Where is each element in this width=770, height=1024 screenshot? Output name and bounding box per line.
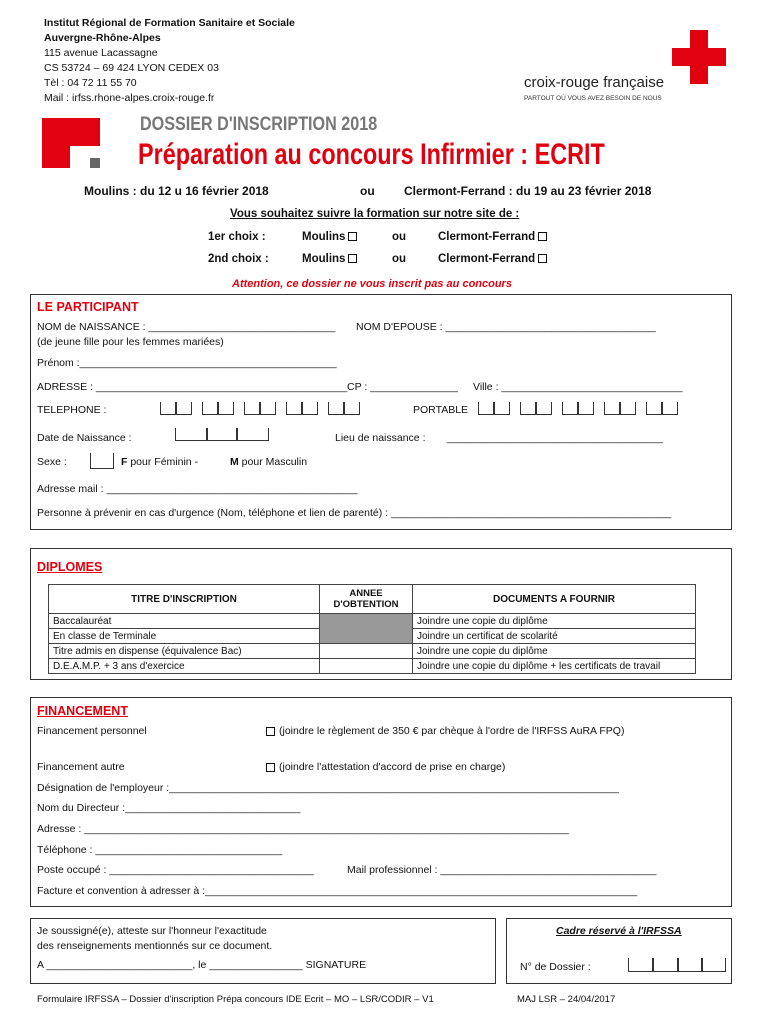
red-square-logo-icon <box>42 118 104 170</box>
facture-field[interactable]: Facture et convention à adresser à :__________________________________________________________________________ <box>37 885 638 897</box>
session-ou: ou <box>360 184 375 198</box>
directeur-field[interactable]: Nom du Directeur :______________________________ <box>37 802 301 814</box>
diplomes-table <box>48 584 696 674</box>
portable-label: PORTABLE <box>413 404 469 416</box>
choice1-moulins <box>302 231 357 243</box>
lieu-naissance-field[interactable]: _____________________________________ <box>447 432 664 444</box>
sexe-box[interactable] <box>90 453 114 474</box>
choice2-moulins-checkbox[interactable] <box>348 254 357 263</box>
dossier-number-boxes[interactable] <box>628 958 726 972</box>
nom-epouse-field[interactable]: NOM D'EPOUSE : ____________________________________ <box>356 321 656 333</box>
org-region: Auvergne-Rhône-Alpes <box>44 32 161 44</box>
year-cell[interactable] <box>320 644 413 659</box>
lieu-naissance-label: Lieu de naissance : <box>335 432 426 444</box>
table-cell: Joindre un certificat de scolarité <box>413 629 696 644</box>
nom-note: (de jeune fille pour les femmes mariées) <box>37 336 224 348</box>
brand-tagline: PARTOUT OÙ VOUS AVEZ BESOIN DE NOUS <box>524 95 662 102</box>
session-moulins: Moulins : du 12 u 16 février 2018 <box>84 184 269 198</box>
ville-field[interactable]: Ville : _______________________________ <box>473 381 683 393</box>
table-row <box>49 614 696 629</box>
signature-field[interactable]: A _________________________, le ________________ SIGNATURE <box>37 959 367 971</box>
org-block <box>44 16 295 106</box>
table-cell: Joindre une copie du diplôme <box>413 614 696 629</box>
brand-name: croix-rouge française <box>524 74 665 91</box>
date-naissance-boxes[interactable] <box>175 428 269 441</box>
sexe-label: Sexe : <box>37 456 67 468</box>
financement-perso-option[interactable]: (joindre le règlement de 350 € par chèque à l'ordre de l'IRFSS AuRA FPQ) <box>266 724 624 739</box>
mail-pro-field[interactable]: Mail professionnel : _____________________________________ <box>347 864 657 876</box>
choice2-moulins <box>302 253 357 265</box>
telephone-digits[interactable] <box>160 402 360 415</box>
table-cell: Joindre une copie du diplôme <box>413 644 696 659</box>
table-cell: D.E.A.M.P. + 3 ans d'exercice <box>49 659 320 674</box>
financement-title: FINANCEMENT <box>37 704 128 718</box>
table-cell: Titre admis en dispense (équivalence Bac) <box>49 644 320 659</box>
sexe-m: M pour Masculin <box>230 456 308 468</box>
checkbox[interactable] <box>266 763 275 772</box>
signature-line2: des renseignements mentionnés sur ce document. <box>37 940 273 952</box>
table-cell: En classe de Terminale <box>49 629 320 644</box>
table-cell: Joindre une copie du diplôme + les certificats de travail <box>413 659 696 674</box>
table-row <box>49 659 696 674</box>
shaded-cell <box>320 614 413 644</box>
nom-field[interactable]: NOM de NAISSANCE : ________________________________ <box>37 321 336 333</box>
footer-right: MAJ LSR – 24/04/2017 <box>517 994 616 1005</box>
choice1-clermont-label: Clermont-Ferrand <box>438 231 536 243</box>
org-name: Institut Régional de Formation Sanitaire et Sociale <box>44 17 295 29</box>
org-phone: Tèl : 04 72 11 55 70 <box>44 77 137 89</box>
financement-perso-label: Financement personnel <box>37 725 147 737</box>
email-field[interactable]: Adresse mail : ___________________________________________ <box>37 483 358 495</box>
cadre-title: Cadre réservé à l'IRFSSA <box>556 925 682 937</box>
org-street: 115 avenue Lacassagne <box>44 47 158 59</box>
urgence-field[interactable]: Personne à prévenir en cas d'urgence (Nom, téléphone et lien de parenté) : ________________________________________________ <box>37 507 672 519</box>
poste-field[interactable]: Poste occupé : ___________________________________ <box>37 864 314 876</box>
footer-left: Formulaire IRFSSA – Dossier d'inscription Prépa concours IDE Ecrit – MO – LSR/CODIR – V1 <box>37 994 434 1005</box>
dossier-label: N° de Dossier : <box>520 961 591 973</box>
session-clermont: Clermont-Ferrand : du 19 au 23 février 2018 <box>404 184 652 198</box>
financement-autre-label: Financement autre <box>37 761 125 773</box>
choice2-ou: ou <box>392 253 407 265</box>
table-header: ANNEE D'OBTENTION <box>320 585 413 614</box>
portable-digits[interactable] <box>478 402 678 415</box>
choice2-clermont <box>438 253 547 265</box>
financement-autre-option[interactable]: (joindre l'attestation d'accord de prise en charge) <box>266 760 505 775</box>
choice1-clermont-checkbox[interactable] <box>538 232 547 241</box>
participant-title: LE PARTICIPANT <box>37 300 139 314</box>
dossier-title: DOSSIER D'INSCRIPTION 2018 <box>140 114 378 135</box>
prenom-field[interactable]: Prénom :____________________________________________ <box>37 357 337 369</box>
choice2-clermont-label: Clermont-Ferrand <box>438 253 536 265</box>
table-row <box>49 644 696 659</box>
date-naissance-label: Date de Naissance : <box>37 432 132 444</box>
employeur-field[interactable]: Désignation de l'employeur :_____________________________________________________________________________ <box>37 782 619 794</box>
table-header: DOCUMENTS A FOURNIR <box>413 585 696 614</box>
signature-line1: Je soussigné(e), atteste sur l'honneur l'exactitude <box>37 925 267 937</box>
table-cell: Baccalauréat <box>49 614 320 629</box>
adresse-field[interactable]: ADRESSE : ___________________________________________CP : _______________ <box>37 381 458 393</box>
choice2-label: 2nd choix : <box>208 253 269 265</box>
choice2-moulins-label: Moulins <box>302 253 346 265</box>
choice1-moulins-checkbox[interactable] <box>348 232 357 241</box>
year-cell[interactable] <box>320 659 413 674</box>
diplomes-title: DIPLOMES <box>37 560 103 574</box>
red-cross-icon <box>672 30 726 84</box>
warning-text: Attention, ce dossier ne vous inscrit pas au concours <box>232 278 512 290</box>
org-mail: Mail : irfss.rhone-alpes.croix-rouge.fr <box>44 92 215 104</box>
telephone-label: TELEPHONE : <box>37 404 107 416</box>
org-cedex: CS 53724 – 69 424 LYON CEDEX 03 <box>44 62 219 74</box>
choice1-moulins-label: Moulins <box>302 231 346 243</box>
choice2-clermont-checkbox[interactable] <box>538 254 547 263</box>
fin-adresse-field[interactable]: Adresse : ___________________________________________________________________________________ <box>37 823 569 835</box>
choice1-ou: ou <box>392 231 407 243</box>
fin-telephone-field[interactable]: Téléphone : ________________________________ <box>37 844 283 856</box>
choice1-label: 1er choix : <box>208 231 266 243</box>
table-header: TITRE D'INSCRIPTION <box>49 585 320 614</box>
main-title: Préparation au concours Infirmier : ECRIT <box>138 138 605 171</box>
site-question: Vous souhaitez suivre la formation sur notre site de : <box>230 208 520 220</box>
choice1-clermont <box>438 231 547 243</box>
checkbox[interactable] <box>266 727 275 736</box>
sexe-f: F pour Féminin - <box>121 456 199 468</box>
